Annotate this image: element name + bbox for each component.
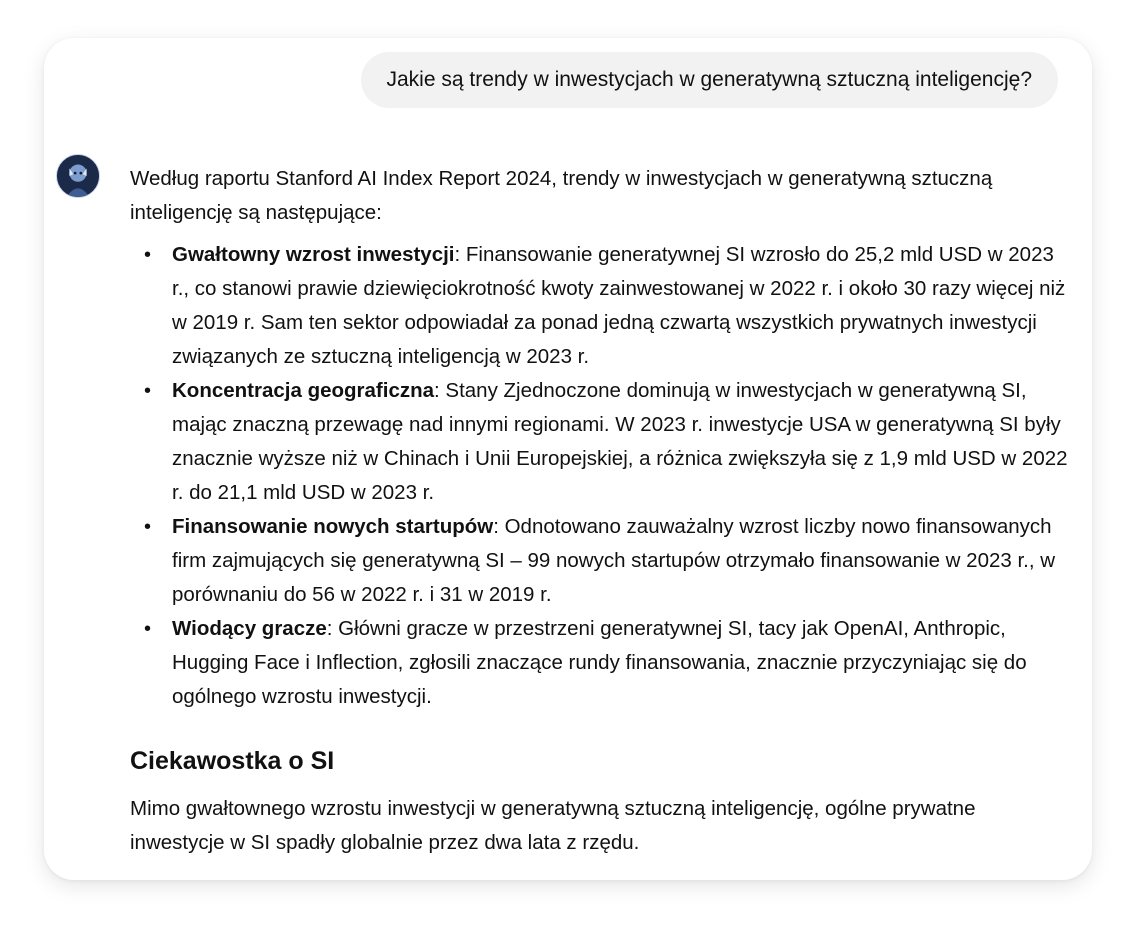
list-item-text: : Główni gracze w przestrzeni generatywnej SI, tacy jak OpenAI, Anthropic, Hugging Face i Inflection, zgłosili znaczące rundy finansowania, znacznie przyczyniając się do ogólnego wzrostu inwestycji. [172,617,1027,708]
list-item [130,510,1070,612]
list-item [130,374,1070,510]
assistant-avatar-graphic [57,155,99,197]
assistant-avatar-icon [56,154,100,198]
list-item-title: Wiodący gracze [172,617,327,640]
user-message-text: Jakie są trendy w inwestycjach w generatywną sztuczną inteligencję? [386,68,1032,91]
list-item-title: Koncentracja geograficzna [172,379,435,402]
list-item-text: : Odnotowano zauważalny wzrost liczby nowo finansowanych firm zajmujących się generatywną SI – 99 nowych startupów otrzymało finansowanie w 2023 r., w porównaniu do 56 w 2022 r. i 31 w 2019 r. [172,515,1056,606]
bullet-dot: • [144,618,152,640]
trend-list [130,238,1070,714]
bullet-dot: • [144,244,152,266]
user-message-bubble [361,52,1059,108]
list-item [130,238,1070,374]
list-item-text: : Finansowanie generatywnej SI wzrosło do 25,2 mld USD w 2023 r., co stanowi prawie dziewięciokrotność kwoty zainwestowanej w 2022 r. i około 30 razy więcej niż w 2019 r. Sam ten sektor odpowiadał za ponad jedną czwartą wszystkich prywatnych inwestycji związanych ze sztuczną inteligencją w 2023 r. [172,243,1066,368]
fun-fact-text: Mimo gwałtownego wzrostu inwestycji w generatywną sztuczną inteligencję, ogólne prywatne inwestycje w SI spadły globalnie przez dwa lata z rzędu. [130,797,976,854]
assistant-intro: Według raportu Stanford AI Index Report 2024, trendy w inwestycjach w generatywną sztuczną inteligencję są następujące: [130,167,993,224]
list-item-title: Gwałtowny wzrost inwestycji [172,243,455,266]
chat-card [44,38,1092,880]
section-heading: Ciekawostka o SI [130,747,335,775]
list-item [130,612,1070,714]
assistant-message [130,162,1070,860]
bullet-dot: • [144,516,152,538]
list-item-text: : Stany Zjednoczone dominują w inwestycjach w generatywną SI, mając znaczną przewagę nad innymi regionami. W 2023 r. inwestycje USA w generatywną SI były znacznie wyższe niż w Chinach i Unii Europejskiej, a różnica zwiększyła się z 1,9 mld USD w 2022 r. do 21,1 mld USD w 2023 r. [172,379,1068,504]
bullet-dot: • [144,380,152,402]
list-item-title: Finansowanie nowych startupów [172,515,494,538]
